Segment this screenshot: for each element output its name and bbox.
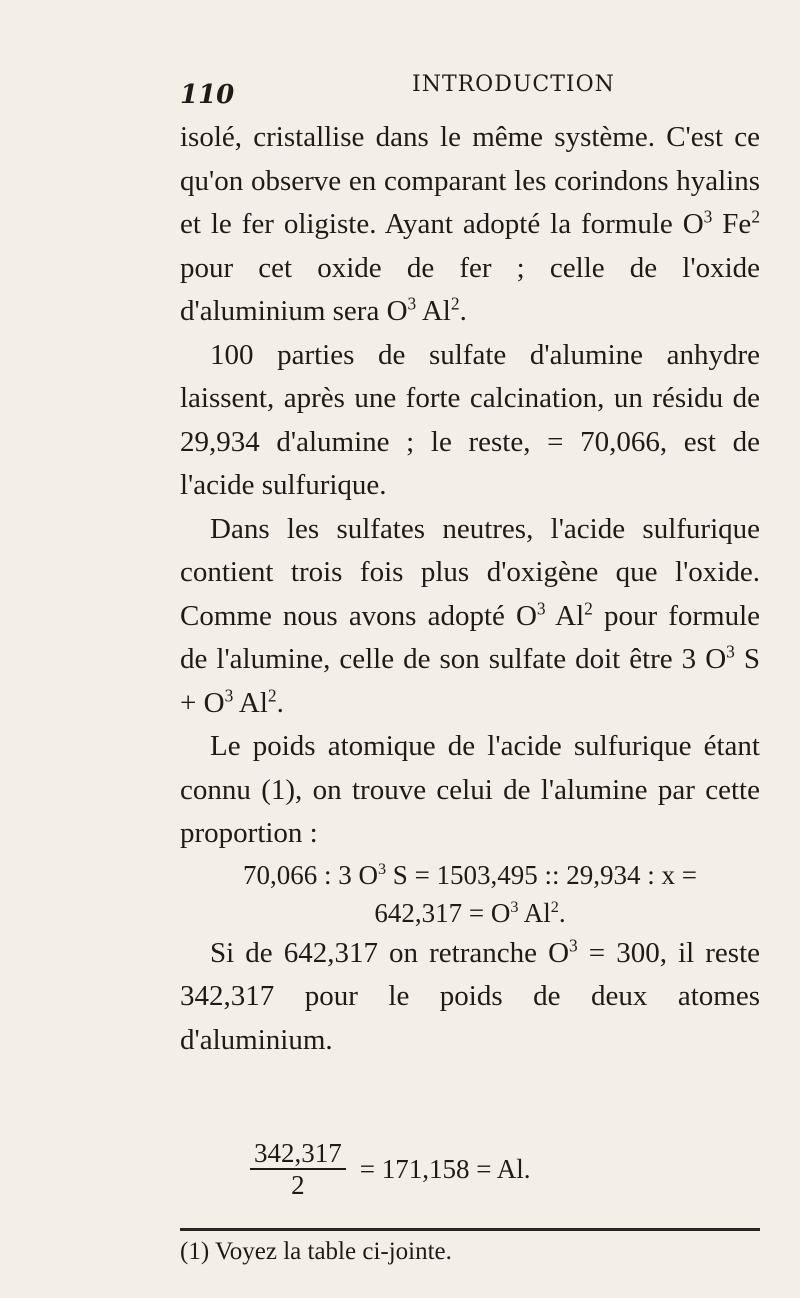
paragraph-4: Le poids atomique de l'acide sulfurique étant connu (1), on trouve celui de l'alumine par cette proportion : — [180, 730, 760, 849]
page-header — [180, 72, 760, 112]
proportion-equation-line-1: 70,066 : 3 $O^3$ S = 1503,495 :: 29,934 : x = — [242, 859, 698, 890]
paragraph-3: Dans les sulfates neutres, l'acide sulfurique contient trois fois plus d'oxigène que l'oxide. Comme nous avons adopté $O^3$ Al$^2$ pour formule de l'alumine, celle de son sulfate doit être 3 $O^3$ $S + O^3$ Al$^2$. — [180, 512, 761, 719]
fraction — [250, 1138, 346, 1200]
body-text — [180, 116, 760, 1062]
fraction-result: = 171,158 = Al. — [359, 1153, 531, 1184]
fraction-equation — [250, 1138, 530, 1200]
proportion-equation-line-2: $642,317 = O^3$ Al$^2$. — [374, 897, 566, 928]
paragraph-2: 100 parties de sulfate d'alumine anhydre laissent, après une forte calcination, un résidu de 29,934 d'alumine ; le reste, = 70,066, est de l'acide sulfurique. — [180, 338, 760, 501]
fraction-denominator: 2 — [291, 1170, 305, 1200]
paragraph-1: isolé, cristallise dans le même système. C'est ce qu'on observe en comparant les corindons hyalins et le fer oligiste. Ayant adopté la formule $O^3$ Fe$^2$ pour cet oxide de fer ; celle de l'oxide d'aluminium sera $O^3$ Al$^2$. — [180, 121, 761, 327]
footnote-rule — [180, 1228, 760, 1231]
running-head: INTRODUCTION — [412, 72, 615, 97]
footnote: (1) Voyez la table ci-jointe. — [180, 1238, 452, 1265]
page-number: 110 — [180, 80, 235, 110]
fraction-numerator: 342,317 — [254, 1138, 342, 1168]
paragraph-5: Si de 642,317 on retranche $O^3 = 300$, il reste 342,317 pour le poids de deux atomes d'aluminium. — [180, 934, 761, 1056]
